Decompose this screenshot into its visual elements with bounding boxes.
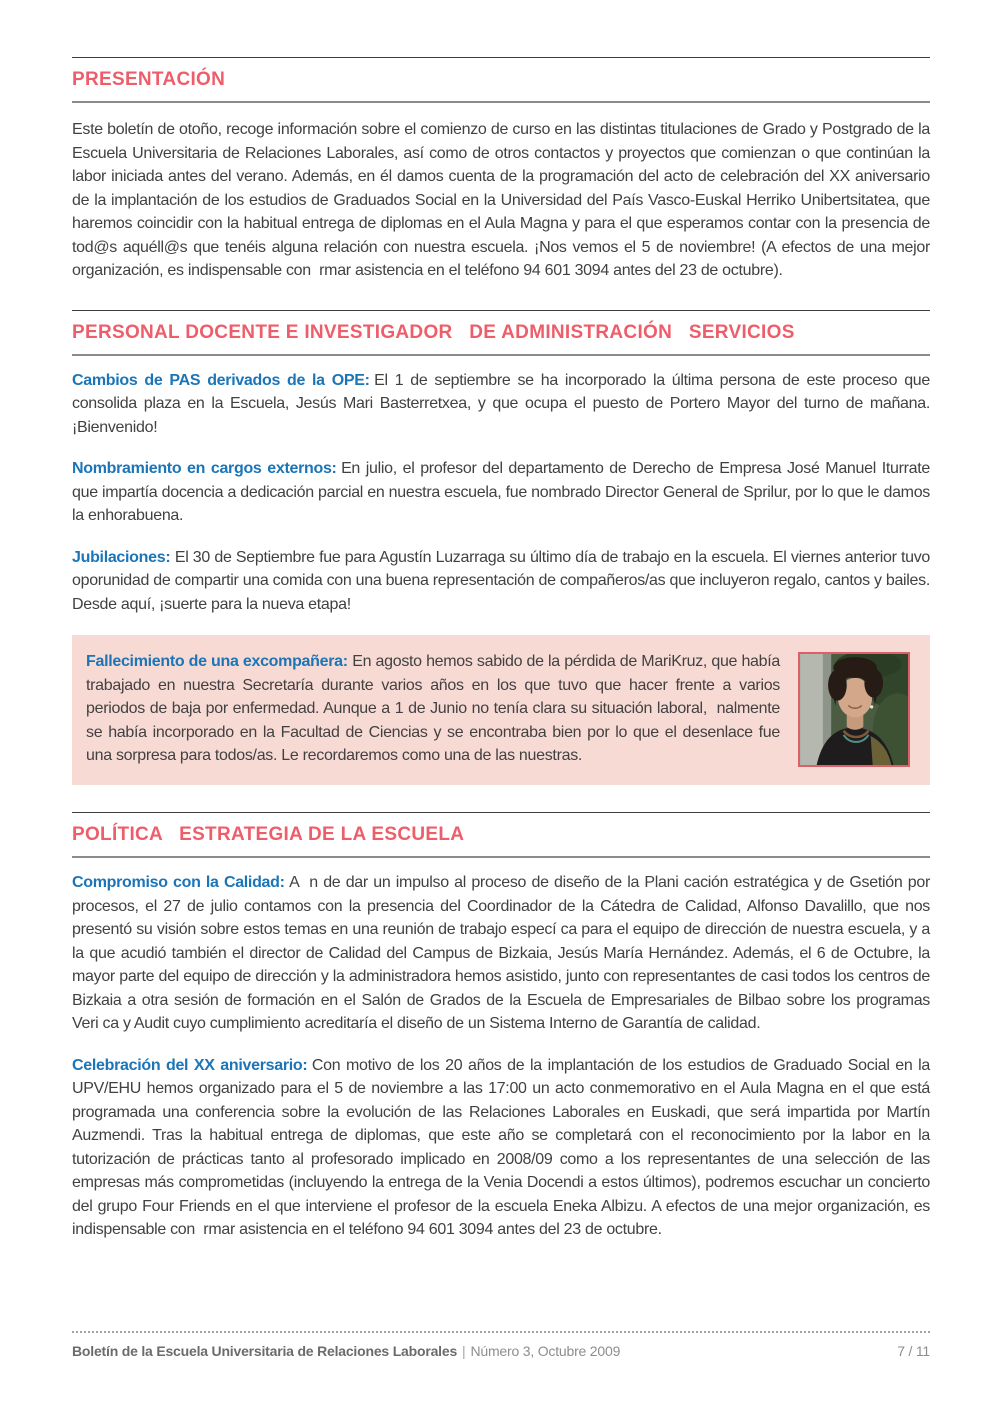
paragraph-body-nombramiento: En julio, el profesor del departamento de Derecho de Empresa José Manuel Iturrate que impartía docencia a dedicación parcial en nuestra escuela, fue nombrado Director General de Sprilur, por lo que le damos la enhorabuena.: [72, 460, 930, 524]
section-header-presentacion: [72, 57, 930, 103]
woman-portrait-illustration: [800, 654, 908, 765]
page-footer: [72, 1331, 930, 1359]
section-header-personal: [72, 310, 930, 356]
page-content: [72, 0, 930, 1242]
footer-dotted-divider: [72, 1331, 930, 1333]
paragraph-body-jubilaciones: El 30 de Septiembre fue para Agustín Luzarraga su último día de trabajo en la escuela. El viernes anterior tuvo oporunidad de compartir una comida con una buena representación de compañeros/as que incluyeron regalo, cantos y bailes. Desde aquí, ¡suerte para la nueva etapa!: [72, 548, 930, 613]
paragraph-lead-nombramiento: Nombramiento en cargos externos:: [72, 460, 337, 477]
obituary-highlight-box: [72, 635, 930, 785]
footer-separator: |: [462, 1343, 466, 1359]
obituary-paragraph: [86, 650, 910, 768]
paragraph-body-compromiso: A n de dar un impulso al proceso de diseño de la Plani cación estratégica y de Gsetión por procesos, el 27 de julio contamos con la presencia del Coordinador de la Cátedra de Calidad, Alfonso Davalillo, que nos presentó su visión sobre estos temas en una reunión de trabajo especí ca para el equipo de dirección de nuestra escuela, y a la que acudió también el director de Calidad del Campus de Bizkaia, Jesús María Hernández. Además, el 6 de Octubre, la mayor parte del equipo de dirección y la administradora hemos asistido, junto con representantes de casi todos los centros de Bizkaia a otra sesión de formación en el Salón de Grados de la Escuela de Empresariales de Bilbao sobre los programas Veri ca y Audit cuyo cumplimiento acreditaría el diseño de un Sistema Interno de Garantía de calidad.: [72, 874, 930, 1032]
paragraph-compromiso-calidad: [72, 871, 930, 1036]
footer-issue-info: Número 3, Octubre 2009: [470, 1343, 621, 1359]
section-title-personal: PERSONAL DOCENTE E INVESTIGADOR DE ADMINISTRACIÓN SERVICIOS: [72, 321, 795, 343]
paragraph-celebracion-aniversario: [72, 1054, 930, 1242]
footer-row: [72, 1343, 930, 1359]
footer-left: [72, 1343, 620, 1359]
section-title-politica: POLÍTICA ESTRATEGIA DE LA ESCUELA: [72, 824, 465, 845]
obituary-photo: [798, 652, 910, 767]
footer-page-number: 7 / 11: [897, 1343, 930, 1359]
presentacion-paragraph: Este boletín de otoño, recoge información sobre el comienzo de curso en las distintas titulaciones de Grado y Postgrado de la Escuela Universitaria de Relaciones Laborales, así como de otros contactos y proyectos que comienzan o que continúan la labor iniciada antes del verano. Además, en él damos cuenta de la programación del acto de celebración del XX aniversario de la implantación de los estudios de Graduados Social en la Universidad del País Vasco-Euskal Herriko Unibertsitatea, que haremos coincidir con la habitual entrega de diplomas en el Aula Magna y para el que esperamos contar con la presencia de tod@s aquéll@s que tenéis alguna relación con nuestra escuela. ¡Nos vemos el 5 de noviembre! (A efectos de una mejor organización, es indispensable con rmar asistencia en el teléfono 94 601 3094 antes del 23 de octubre).: [72, 121, 930, 279]
paragraph-lead-celebracion: Celebración del XX aniversario:: [72, 1056, 308, 1074]
paragraph-body-cambios-pas: El 1 de septiembre se ha incorporado la última persona de este proceso que consolida plaza en la Escuela, Jesús Mari Basterretxea, y que ocupa el puesto de Portero Mayor del turno de mañana. ¡Bienvenido!: [72, 371, 930, 436]
paragraph-body-celebracion: Con motivo de los 20 años de la implantación de los estudios de Graduado Social en la UPV/EHU hemos organizado para el 5 de noviembre a las 17:00 un acto conmemorativo en el Aula Magna en el que está programada una conferencia sobre la evolución de las Relaciones Laborales en Euskadi, que será impartida por Martín Auzmendi. Tras la habitual entrega de diplomas, que este año se completará con el reconocimiento por la labor en la tutorización de prácticas tanto al profesorado implicado en 2008/09 como a los representantes de una selección de las empresas más comprometidas (incluyendo la entrega de la Venia Docendi a estos últimos), podremos escuchar un concierto del grupo Four Friends en el que interviene el profesor de la escuela Eneka Albizu. A efectos de una mejor organización, es indispensable con rmar asistencia en el teléfono 94 601 3094 antes del 23 de octubre.: [72, 1056, 930, 1238]
paragraph-lead-jubilaciones: Jubilaciones:: [72, 548, 171, 566]
paragraph-nombramiento: [72, 457, 930, 528]
paragraph-jubilaciones: [72, 546, 930, 617]
footer-publication-title: Boletín de la Escuela Universitaria de Relaciones Laborales: [72, 1343, 458, 1359]
section-header-politica: [72, 812, 930, 858]
paragraph-lead-compromiso: Compromiso con la Calidad:: [72, 874, 285, 891]
paragraph-lead-cambios-pas: Cambios de PAS derivados de la OPE:: [72, 371, 370, 389]
paragraph-cambios-pas: [72, 369, 930, 440]
section-title-presentacion: PRESENTACIÓN: [72, 69, 226, 90]
obituary-body: En agosto hemos sabido de la pérdida de MariKruz, que había trabajado en nuestra Secretaría durante varios años en los que tuvo que hacer frente a varios periodos de baja por enfermedad. Aunque a 1 de Junio no tenía clara su situación laboral, nalmente se había incorporado en la Facultad de Ciencias y se encontraba bien por lo que el desenlace fue una sorpresa para todos/as. Le recordaremos como una de las nuestras.: [86, 653, 780, 764]
obituary-lead: Fallecimiento de una excompañera:: [86, 653, 348, 670]
